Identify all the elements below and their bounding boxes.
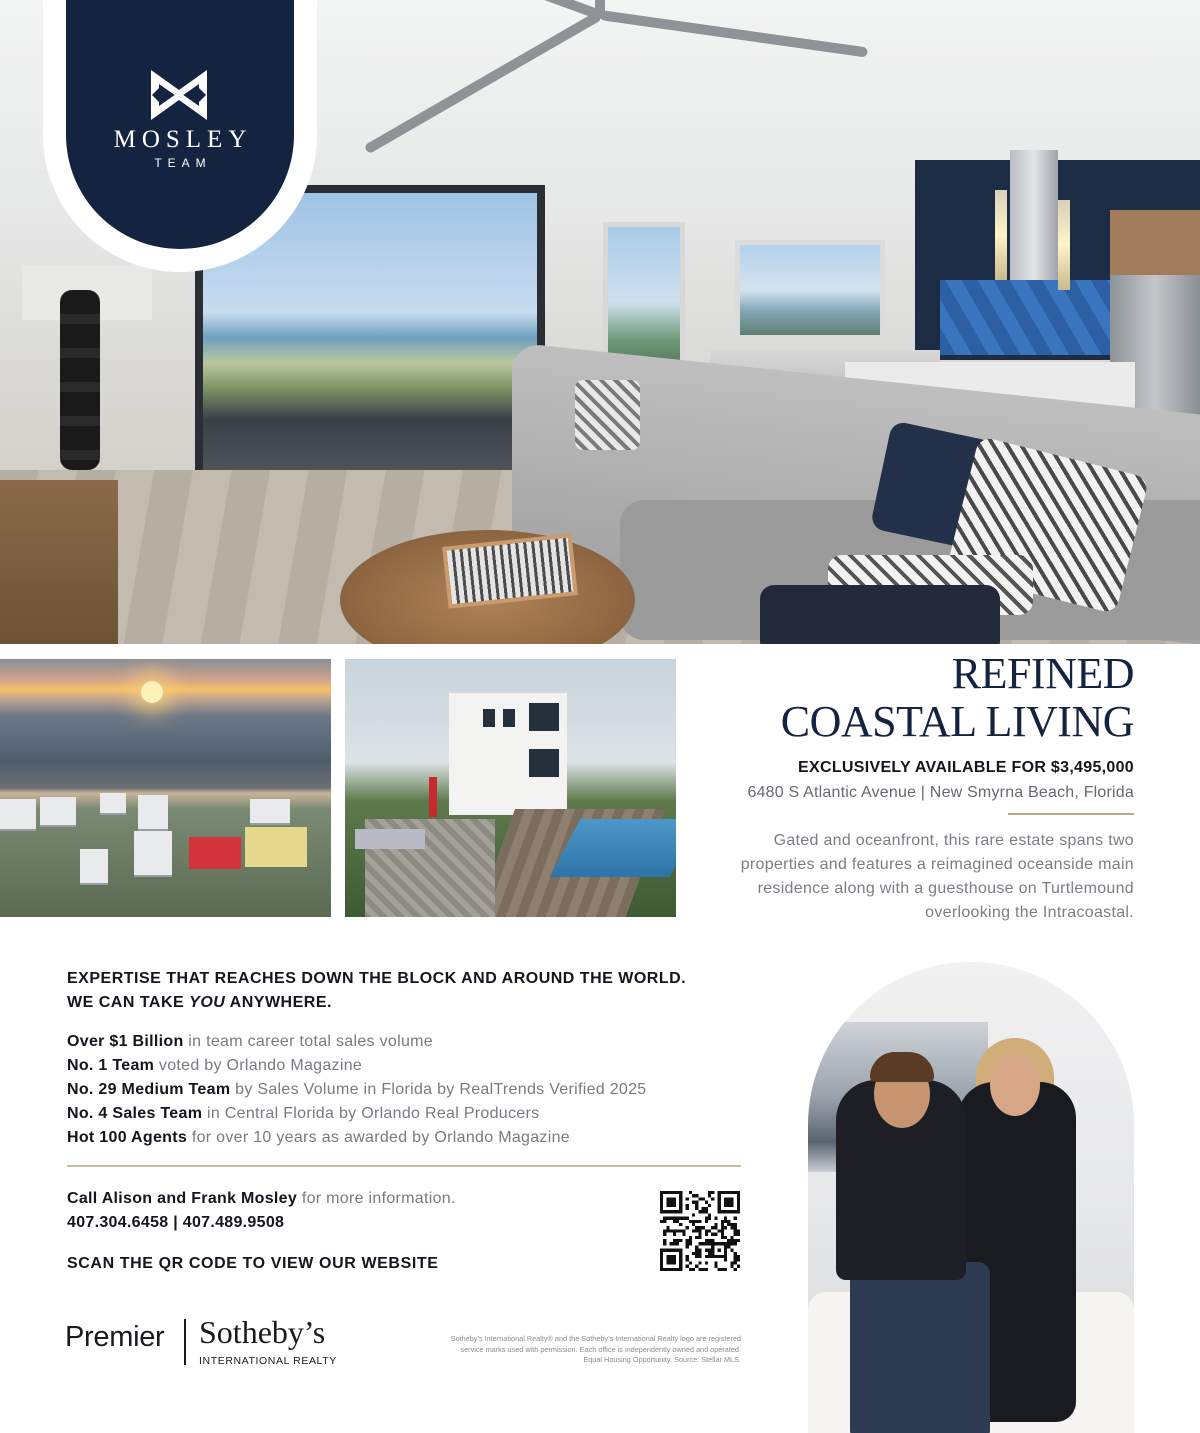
logo-badge bbox=[66, 0, 294, 249]
stat-item: No. 1 Team voted by Orlando Magazine bbox=[67, 1057, 363, 1074]
sothebys-wordmark: Sotheby’s bbox=[199, 1314, 326, 1350]
headline-line-1: REFINED bbox=[951, 649, 1134, 698]
emphasis-you: YOU bbox=[189, 994, 226, 1011]
headline-line-2: COASTAL LIVING bbox=[780, 697, 1134, 746]
stat-item: Over $1 Billion in team career total sales volume bbox=[67, 1033, 433, 1050]
listing-description: Gated and oceanfront, this rare estate spans two properties and features a reimagined oceanside main residence along with a guesthouse on Turtlemound overlooking the Intracoastal. bbox=[740, 832, 1134, 921]
logo-subtitle: TEAM bbox=[154, 156, 212, 170]
scan-qr-instruction: SCAN THE QR CODE TO VIEW OUR WEBSITE bbox=[67, 1255, 439, 1272]
expertise-heading bbox=[67, 967, 686, 1015]
logo-wordmark: MOSLEY bbox=[113, 126, 253, 153]
agents-portrait-photo bbox=[808, 962, 1134, 1433]
listing-headline bbox=[781, 650, 1134, 746]
expertise-line-2: WE CAN TAKE YOU ANYWHERE. bbox=[67, 994, 332, 1011]
stat-item: No. 4 Sales Team in Central Florida by Orlando Real Producers bbox=[67, 1105, 540, 1122]
aerial-sunset-photo bbox=[0, 659, 331, 917]
listing-address: 6480 S Atlantic Avenue | New Smyrna Beach, Florida bbox=[747, 784, 1134, 801]
contact-block bbox=[67, 1187, 456, 1235]
international-realty-label: INTERNATIONAL REALTY bbox=[199, 1355, 337, 1367]
expertise-line-1: EXPERTISE THAT REACHES DOWN THE BLOCK AND AROUND THE WORLD. bbox=[67, 970, 687, 987]
section-divider bbox=[67, 1165, 741, 1167]
listing-price: EXCLUSIVELY AVAILABLE FOR $3,495,000 bbox=[798, 759, 1134, 776]
qr-code-icon[interactable] bbox=[660, 1191, 740, 1271]
accent-divider bbox=[1008, 813, 1134, 815]
team-stats-list bbox=[67, 1030, 647, 1150]
pool-courtyard-photo bbox=[345, 659, 676, 917]
legal-disclaimer: Sotheby’s International Realty® and the Sotheby’s International Realty logo are registered service marks used with permission. Each office is independently owned and operated. Equal Housing Opportunity. Source: Stellar MLS. bbox=[450, 1334, 741, 1364]
contact-call-line: Call Alison and Frank Mosley for more information. bbox=[67, 1190, 456, 1207]
premier-wordmark: Premier bbox=[65, 1321, 165, 1353]
stat-item: Hot 100 Agents for over 10 years as awarded by Orlando Magazine bbox=[67, 1129, 570, 1146]
contact-phones[interactable]: 407.304.6458 | 407.489.9508 bbox=[67, 1214, 285, 1231]
mosley-logo-icon bbox=[147, 66, 211, 124]
stat-item: No. 29 Medium Team by Sales Volume in Florida by RealTrends Verified 2025 bbox=[67, 1081, 647, 1098]
brand-divider bbox=[184, 1319, 186, 1365]
